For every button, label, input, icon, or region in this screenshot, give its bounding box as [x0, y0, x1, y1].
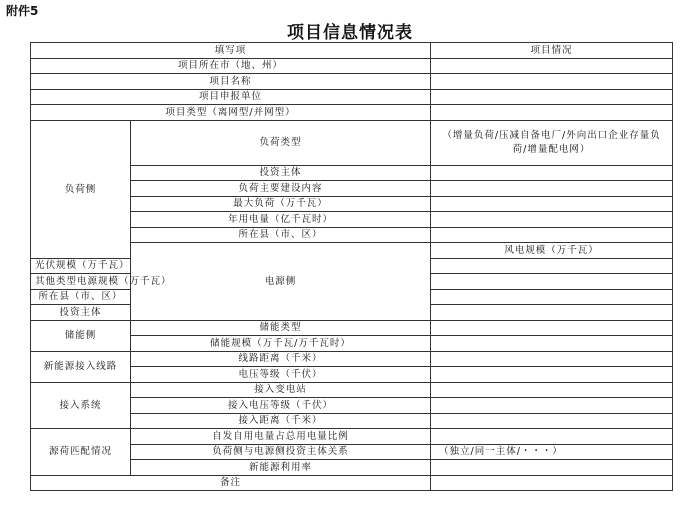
value-cell-utilization[interactable]: [431, 460, 673, 476]
row-label-line-distance: 线路距离（千米）: [131, 351, 431, 367]
value-cell-type[interactable]: [431, 105, 673, 121]
document-title: 项目信息情况表: [287, 23, 413, 43]
row-label-power-investor: 投资主体: [31, 305, 131, 321]
row-label-load-investor: 投资主体: [131, 165, 431, 181]
row-label-load-content: 负荷主要建设内容: [131, 181, 431, 197]
value-cell-annual-consumption[interactable]: [431, 212, 673, 228]
row-label-storage-type: 储能类型: [131, 320, 431, 336]
row-label-load-county: 所在县（市、区）: [131, 227, 431, 243]
row-label-other-power: 其他类型电源规模（万千瓦）: [31, 274, 131, 290]
group-label-grid-access: 新能源接入线路: [31, 351, 131, 382]
row-label-load-type: 负荷类型: [131, 120, 431, 165]
row-label-self-ratio: 自发自用电量占总用电量比例: [131, 429, 431, 445]
value-cell-access-voltage[interactable]: [431, 398, 673, 414]
value-cell-applicant[interactable]: [431, 89, 673, 105]
value-cell-load-investor[interactable]: [431, 165, 673, 181]
group-label-storage-side: 储能侧: [31, 320, 131, 351]
group-label-matching: 源荷匹配情况: [31, 429, 131, 476]
investor-relation-options: （独立/同一主体/・・・）: [431, 444, 673, 460]
row-label-access-distance: 接入距离（千米）: [131, 413, 431, 429]
value-cell-load-content[interactable]: [431, 181, 673, 197]
table-row: [31, 351, 673, 367]
row-label-storage-scale: 储能规模（万千瓦/万千瓦时）: [131, 336, 431, 352]
header-status: 项目情况: [431, 43, 673, 59]
table-row: [31, 120, 673, 165]
row-label-substation: 接入变电站: [131, 382, 431, 398]
row-label-type: 项目类型（离网型/并网型）: [31, 105, 431, 121]
value-cell-power-county[interactable]: [431, 289, 673, 305]
table-row: [31, 382, 673, 398]
table-row: [31, 105, 673, 121]
row-label-wind: 风电规模（万千瓦）: [431, 243, 673, 259]
row-label-max-load: 最大负荷（万千瓦）: [131, 196, 431, 212]
value-cell-substation[interactable]: [431, 382, 673, 398]
value-cell-other-power[interactable]: [431, 274, 673, 290]
value-cell-name[interactable]: [431, 74, 673, 90]
row-label-utilization: 新能源利用率: [131, 460, 431, 476]
value-cell-remarks[interactable]: [431, 475, 673, 491]
row-label-applicant: 项目申报单位: [31, 89, 431, 105]
value-cell-self-ratio[interactable]: [431, 429, 673, 445]
project-info-table: [30, 42, 673, 491]
table-row: [31, 58, 673, 74]
group-label-power-side: 电源侧: [131, 243, 431, 321]
table-header-row: [31, 43, 673, 59]
group-label-load-side: 负荷侧: [31, 120, 131, 258]
value-cell-storage-scale[interactable]: [431, 336, 673, 352]
value-cell-line-voltage[interactable]: [431, 367, 673, 383]
attachment-label: 附件5: [6, 4, 39, 18]
value-cell-solar[interactable]: [431, 258, 673, 274]
table-row: [31, 320, 673, 336]
header-item: 填写项: [31, 43, 431, 59]
value-cell-load-county[interactable]: [431, 227, 673, 243]
table-row: [31, 429, 673, 445]
value-cell-access-distance[interactable]: [431, 413, 673, 429]
value-cell-power-investor[interactable]: [431, 305, 673, 321]
table-row: [31, 89, 673, 105]
row-label-annual-consumption: 年用电量（亿千瓦时）: [131, 212, 431, 228]
row-label-investor-relation: 负荷侧与电源侧投资主体关系: [131, 444, 431, 460]
row-label-solar: 光伏规模（万千瓦）: [31, 258, 131, 274]
load-type-options: （增量负荷/压减自备电厂/外向出口企业存量负荷/增量配电网）: [431, 120, 673, 165]
row-label-power-county: 所在县（市、区）: [31, 289, 131, 305]
group-label-access-system: 接入系统: [31, 382, 131, 429]
row-label-name: 项目名称: [31, 74, 431, 90]
value-cell-line-distance[interactable]: [431, 351, 673, 367]
value-cell-storage-type[interactable]: [431, 320, 673, 336]
row-label-city: 项目所在市（地、州）: [31, 58, 431, 74]
value-cell-city[interactable]: [431, 58, 673, 74]
table-row: [31, 74, 673, 90]
row-label-line-voltage: 电压等级（千伏）: [131, 367, 431, 383]
row-label-access-voltage: 接入电压等级（千伏）: [131, 398, 431, 414]
row-label-remarks: 备注: [31, 475, 431, 491]
value-cell-max-load[interactable]: [431, 196, 673, 212]
table-row: [31, 475, 673, 491]
